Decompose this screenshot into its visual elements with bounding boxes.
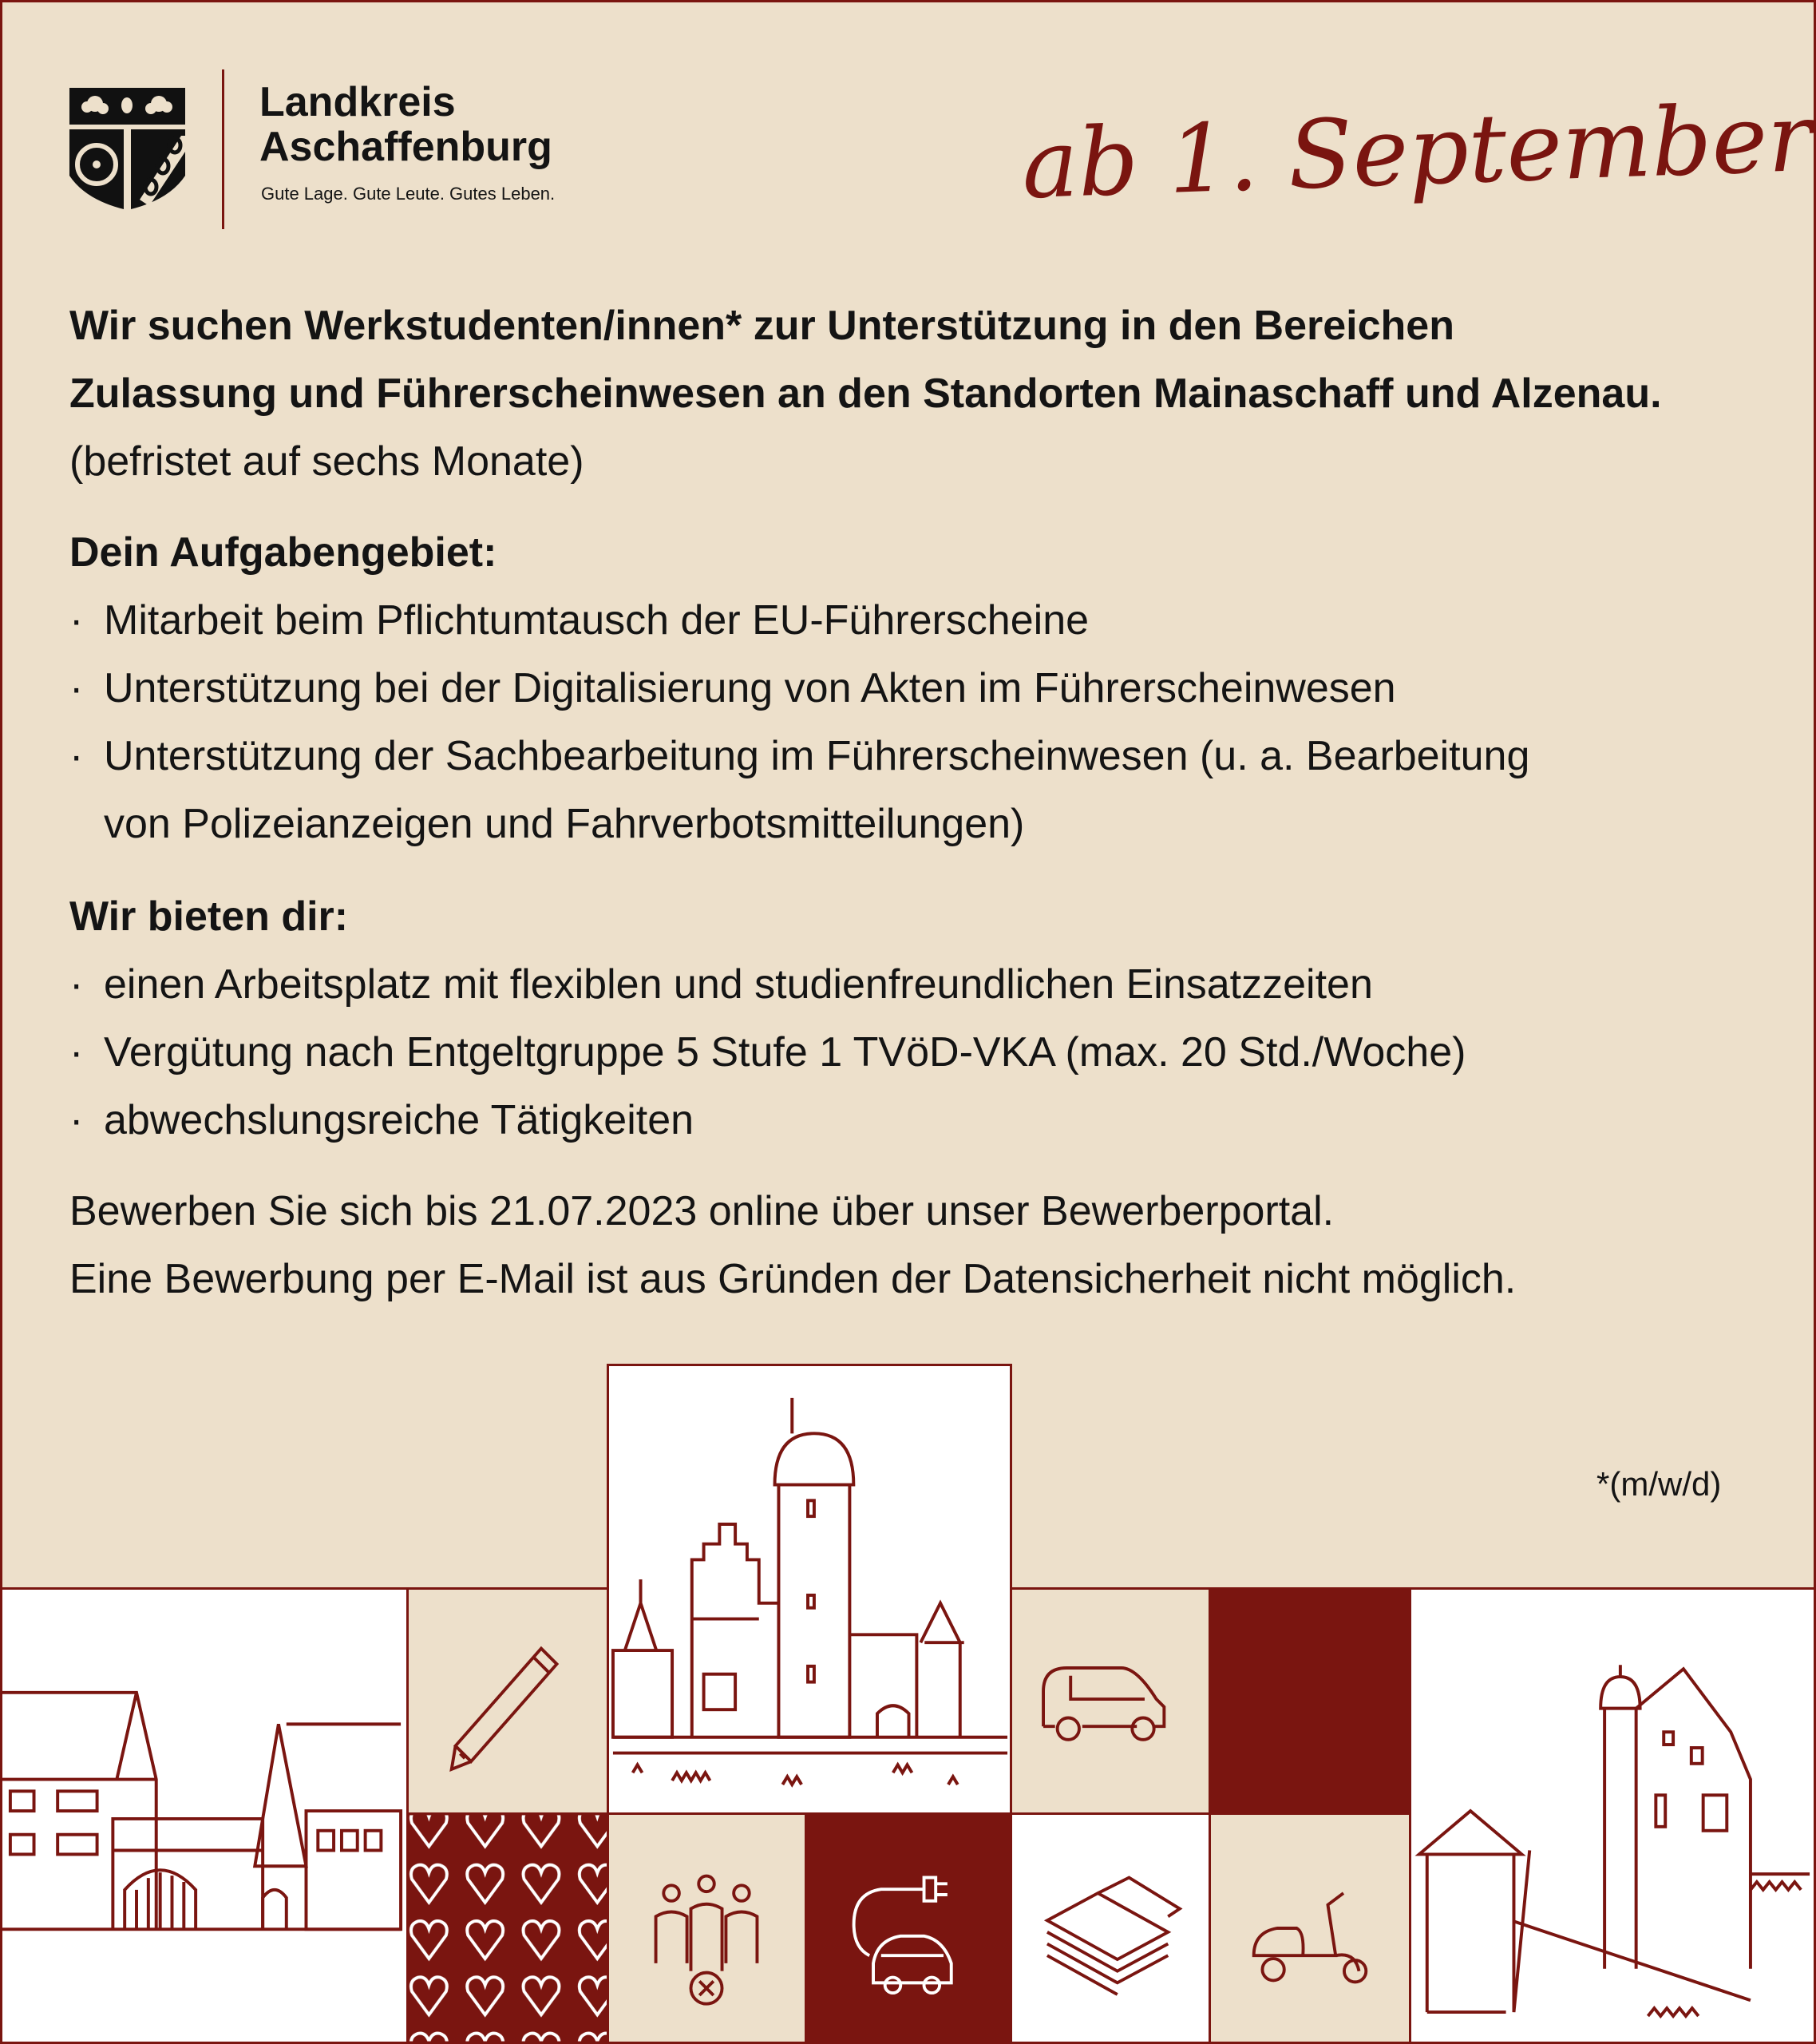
money-tile [1010,1812,1211,2044]
offer-item: · abwechslungsreiche Tätigkeiten [69,1097,694,1143]
money-stack-icon [1012,1815,1209,2042]
heart-pattern-tile [406,1812,609,2044]
task-item: · Unterstützung der Sachbearbeitung im Führerscheinwesen (u. a. Bearbeitung [69,733,1530,779]
scooter-tile [1209,1812,1411,2044]
castle-illustration [607,1364,1012,1815]
car-icon [1012,1590,1209,1812]
start-date: ab 1. September [1019,81,1814,220]
heart-pattern [409,1815,607,2042]
people-tile [607,1812,807,2044]
old-town-illustration [0,1587,409,2044]
org-name-line2: Aschaffenburg [259,124,552,170]
intro-duration: (befristet auf sechs Monate) [69,438,584,485]
pencil-tile [406,1587,609,1815]
people-icon [609,1815,805,2042]
task-item: · Unterstützung bei der Digitalisierung von Akten im Führerscheinwesen [69,665,1396,711]
offer-item: · einen Arbeitsplatz mit flexiblen und studienfreundlichen Einsatzzeiten [69,961,1373,1008]
offer-heading: Wir bieten dir: [69,893,349,940]
townhall-illustration [1409,1587,1816,2044]
scooter-icon [1211,1815,1409,2042]
intro-line2: Zulassung und Führerscheinwesen an den Standorten Mainaschaff und Alzenau. [69,370,1662,417]
gender-footnote: *(m/w/d) [1596,1465,1722,1503]
electric-car-icon [807,1815,1010,2042]
tasks-heading: Dein Aufgabengebiet: [69,529,497,576]
coat-of-arms-icon [69,88,185,209]
task-item-continuation: von Polizeianzeigen und Fahrverbotsmitteilungen) [104,801,1025,847]
electric-car-tile [805,1812,1012,2044]
apply-line1: Bewerben Sie sich bis 21.07.2023 online über unser Bewerberportal. [69,1188,1335,1234]
task-item: · Mitarbeit beim Pflichtumtausch der EU-Führerscheine [69,597,1090,644]
solid-red-tile [1209,1587,1411,1815]
intro-line1: Wir suchen Werkstudenten/innen* zur Unterstützung in den Bereichen [69,303,1454,349]
org-name-line1: Landkreis [259,79,456,125]
org-name [259,80,552,169]
car-tile [1010,1587,1211,1815]
offer-item: · Vergütung nach Entgeltgruppe 5 Stufe 1 TVöD-VKA (max. 20 Std./Woche) [69,1029,1466,1075]
apply-line2: Eine Bewerbung per E-Mail ist aus Gründen der Datensicherheit nicht möglich. [69,1256,1517,1302]
logo-divider [222,69,224,229]
tagline: Gute Lage. Gute Leute. Gutes Leben. [261,184,556,204]
pencil-icon [409,1590,607,1812]
